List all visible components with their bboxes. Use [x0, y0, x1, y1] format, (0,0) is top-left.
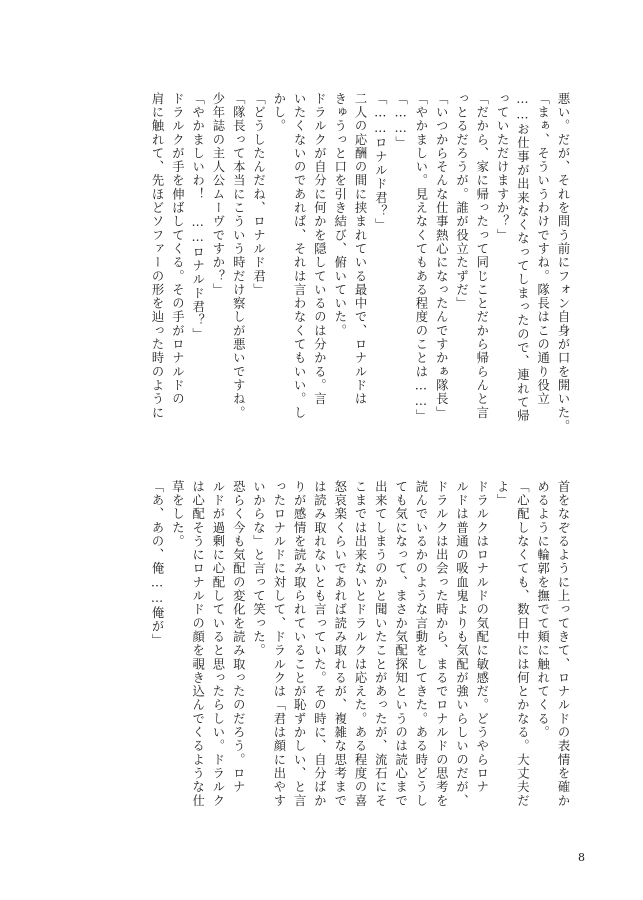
- text-line: 「どうしたんだね、ロナルド君」: [251, 92, 266, 297]
- text-line: 「いつからそんな仕事熱心になったんですかぁ隊長」: [434, 92, 449, 420]
- text-line: っていただけますか？」: [495, 92, 510, 243]
- text-line: 「あ、あの、俺……俺が」: [150, 480, 165, 648]
- text-line: ドラルクは出会った時から、まるでロナルドの思考を: [434, 480, 449, 808]
- text-line: ルドが過剰に心配していると思ったらしい。ドラルク: [210, 480, 225, 808]
- text-line: こまでは出来ないとドラルクは応えた。ある程度の喜: [353, 480, 368, 808]
- text-line: ドラルクはロナルドの気配に敏感だ。どうやらロナ: [474, 480, 489, 794]
- text-line: 少年誌の主人公ムーヴですか？」: [210, 92, 225, 297]
- text-line: っとるだろうが。誰が役立たずだ」: [454, 92, 469, 311]
- upper-text-block: [147, 92, 573, 442]
- text-line: ……お仕事が出来なくなってしまったので、連れて帰: [515, 92, 530, 423]
- text-line: いたくないのであれば、それは言わなくてもいい。し: [292, 92, 307, 420]
- text-line: 読んでいるかのような言動をしてきた。ある時どうし: [413, 480, 428, 808]
- text-line: 「やかましいわ！ ……ロナルド君？」: [190, 92, 205, 342]
- text-line: 「……」: [393, 92, 408, 150]
- text-line: 「心配しなくても、数日中には何とかなる。大丈夫だ: [515, 480, 530, 808]
- text-line: 草をした。: [170, 480, 185, 549]
- text-line: 悪い。だが、それを問う前にフォン自身が口を開いた。: [556, 92, 570, 434]
- text-line: 怒哀楽くらいであれば読み取れるが、複雑な思考まで: [332, 480, 347, 808]
- text-line: ても気になって、まさか気配探知というのは読心まで: [393, 480, 408, 808]
- text-line: よ」: [495, 480, 510, 508]
- text-line: 「隊長って本当にこういう時だけ察しが悪いですね。: [231, 92, 246, 420]
- page-number: 8: [578, 851, 585, 864]
- text-line: ったロナルドに対して、ドラルクは「君は顔に出やす: [271, 480, 286, 808]
- text-line: 出来てしまうのかと聞いたことがあったが、流石にそ: [373, 480, 388, 808]
- text-line: りが感情を読み取られていることが恥ずかしい、と言: [292, 480, 307, 808]
- text-line: 「やかましい。見えなくてもある程度のことは……」: [413, 92, 428, 423]
- text-line: 「だから、家に帰ったって同じことだから帰らんと言: [474, 92, 489, 420]
- text-line: ドラルクが手を伸ばしてくる。その手がロナルドの: [170, 92, 185, 406]
- text-line: ルドは普通の吸血鬼よりも気配が強いらしいのだが、: [454, 480, 469, 808]
- text-line: 「……ロナルド君？」: [373, 92, 388, 232]
- text-line: 肩に触れて、先ほどソファーの形を辿った時のように: [150, 92, 165, 420]
- text-line: は読み取れないとも言っていた。その時に、自分ばか: [312, 480, 327, 808]
- text-line: 恐らく今も気配の変化を読み取ったのだろう。ロナ: [231, 480, 246, 794]
- text-line: いからな」と言って笑った。: [251, 480, 266, 658]
- text-line: 二人の応酬の間に挟まれている最中で、ロナルドは: [353, 92, 368, 406]
- text-line: 首をなぞるように上ってきて、ロナルドの表情を確か: [556, 480, 570, 808]
- lower-text-block: [147, 480, 573, 830]
- text-line: きゅうっと口を引き結び、俯いていた。: [332, 92, 347, 338]
- text-line: ドラルクが自分に何かを隠しているのは分かる。言: [312, 92, 327, 406]
- text-line: 「まぁ、そういうわけですね。隊長はこの通り役立: [535, 92, 550, 406]
- text-line: は心配そうにロナルドの顔を覗き込んでくるような仕: [190, 480, 205, 808]
- text-line: かし。: [271, 92, 286, 133]
- text-line: めるように輪郭を撫でて頬に触れてくる。: [535, 480, 550, 740]
